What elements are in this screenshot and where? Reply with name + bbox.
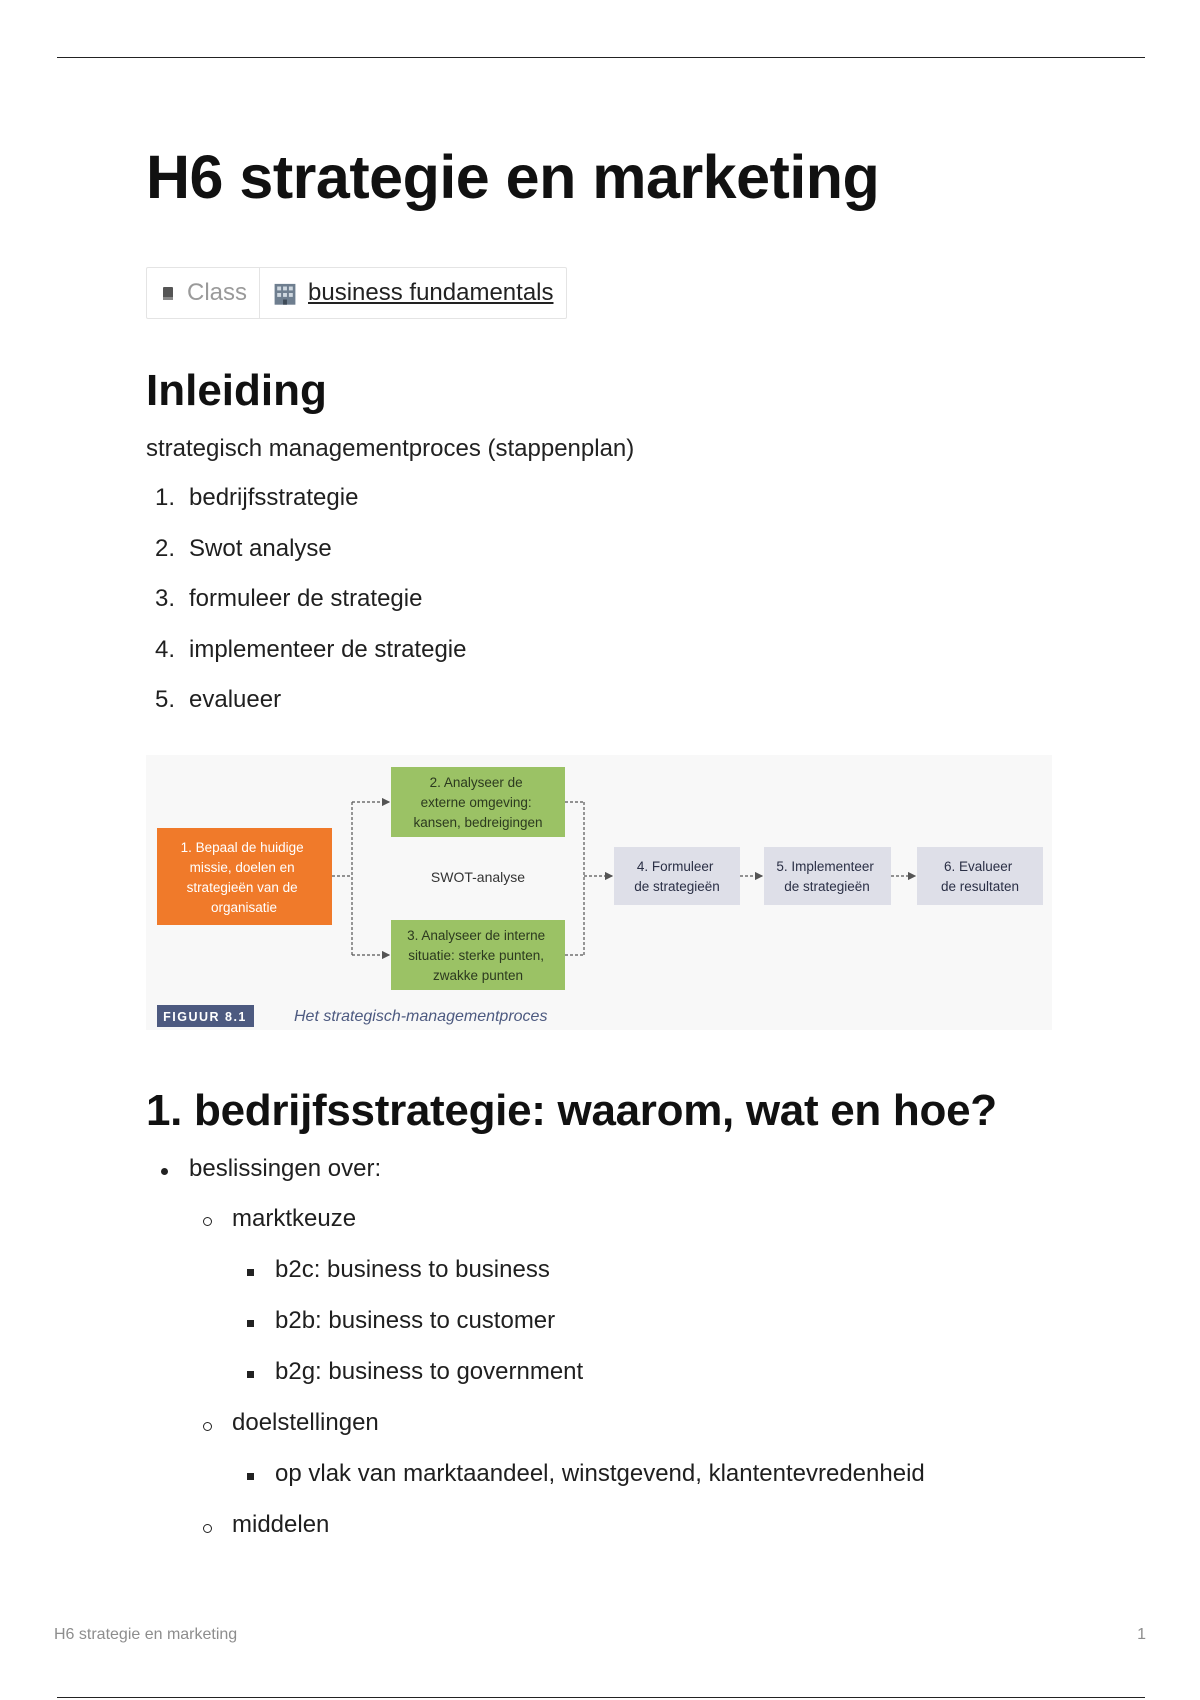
list-item: 4. implementeer de strategie	[155, 635, 467, 663]
property-row	[146, 267, 567, 319]
swot-label: SWOT-analyse	[430, 869, 526, 885]
bullet	[247, 1371, 254, 1378]
list-item: 3. formuleer de strategie	[155, 585, 423, 612]
bullet	[203, 1422, 212, 1431]
step4-line: de strategieën	[634, 879, 720, 894]
footer-title: H6 strategie en marketing	[54, 1626, 238, 1643]
step1-line: organisatie	[210, 900, 278, 915]
bottom-rule	[57, 1697, 1145, 1698]
list-item: b2b: business to customer	[275, 1307, 556, 1334]
step4-line: 4. Formuleer	[636, 859, 714, 874]
step3-line: zwakke punten	[432, 968, 524, 983]
list-item: middelen	[232, 1511, 330, 1538]
step3-line: situatie: sterke punten,	[408, 948, 545, 963]
step2-line: 2. Analyseer de	[429, 775, 523, 790]
left-connector	[332, 802, 389, 955]
process-diagram	[146, 755, 1052, 1030]
page-title: H6 strategie en marketing	[146, 143, 880, 211]
list-item: 5. evalueer	[155, 686, 282, 713]
bullet	[203, 1524, 212, 1533]
step1-line: 1. Bepaal de huidige	[180, 840, 304, 855]
step6-line: de resultaten	[940, 879, 1020, 894]
bullet	[247, 1269, 254, 1276]
property-value[interactable]	[259, 268, 565, 318]
svg-text:2. Analyseer de extern	[413, 775, 542, 830]
class-link[interactable]: business fundamentals	[308, 279, 554, 306]
step5-line: de strategieën	[784, 879, 870, 894]
figure-caption: Het strategisch-managementproces	[294, 1008, 548, 1025]
building-icon	[272, 280, 298, 306]
list-item: 1. bedrijfsstrategie	[155, 484, 359, 511]
step6-box	[917, 847, 1043, 905]
list-item: beslissingen over:	[189, 1155, 382, 1182]
step3-line: 3. Analyseer de interne	[407, 928, 546, 943]
intro-subtitle: strategisch managementproces (stappenplan)	[146, 435, 635, 462]
book-icon	[159, 284, 177, 302]
step6-line: 6. Evalueer	[943, 859, 1013, 874]
list-item: b2g: business to government	[275, 1358, 584, 1385]
step1-line: missie, doelen en	[189, 860, 295, 875]
step1-line: strategieën van de	[186, 880, 298, 895]
page-number: 1	[1137, 1626, 1146, 1643]
intro-heading: Inleiding	[146, 366, 327, 415]
bullet	[247, 1473, 254, 1480]
step4-box	[614, 847, 740, 905]
list-item: b2c: business to business	[275, 1256, 550, 1283]
list-item: doelstellingen	[232, 1409, 379, 1436]
property-key-label: Class	[187, 279, 248, 306]
property-key	[147, 268, 259, 318]
step5-line: 5. Implementeer	[776, 859, 874, 874]
list-item: op vlak van marktaandeel, winstgevend, klantentevredenheid	[275, 1460, 925, 1487]
step5-box	[764, 847, 891, 905]
steps-list	[146, 484, 466, 737]
top-rule	[57, 57, 1145, 58]
step2-line: kansen, bedreigingen	[413, 815, 543, 830]
bullet	[203, 1217, 212, 1226]
section1-heading: 1. bedrijfsstrategie: waarom, wat en hoe?	[146, 1086, 997, 1135]
right-connector	[565, 802, 612, 955]
process-figure	[146, 755, 1052, 1030]
figure-tag: FIGUUR 8.1	[163, 1010, 247, 1024]
bullet	[161, 1168, 168, 1175]
bullet	[247, 1320, 254, 1327]
step2-line: externe omgeving:	[420, 795, 532, 810]
list-item: marktkeuze	[232, 1205, 357, 1232]
list-item: 2. Swot analyse	[155, 534, 332, 562]
